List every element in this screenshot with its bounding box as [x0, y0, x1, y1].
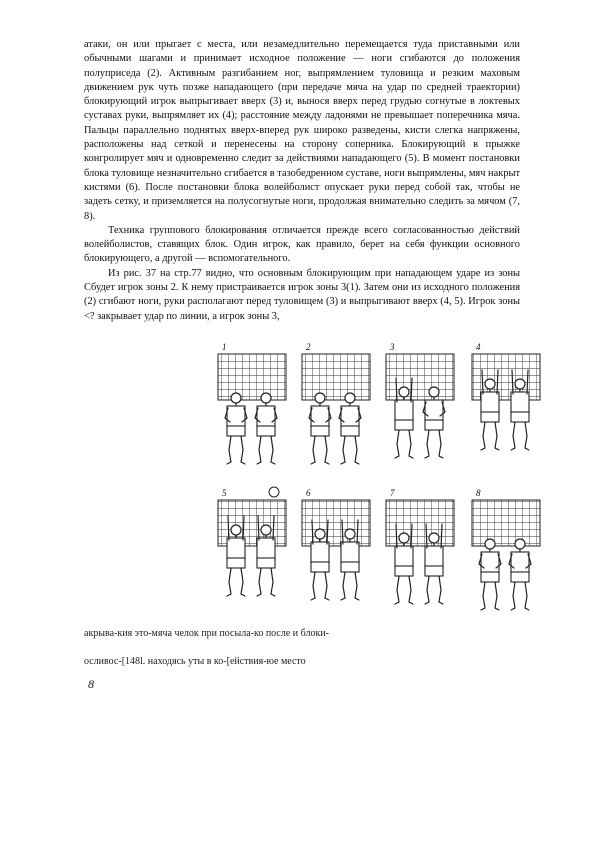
- body-text: [84, 38, 520, 324]
- figure-panel: [302, 342, 370, 464]
- paragraph-2: Техника группового блокирования отличается прежде всего согласованностью действий волейболистов, ставящих блок. Один игрок, как правило, берет на себя функции основного блокирующего, а другой — вспомогательного.: [84, 224, 520, 265]
- caption-line-2: осливос-[148l. находясь уты в ко-[ействия-юе место: [84, 656, 306, 667]
- player-figure: [225, 393, 247, 464]
- panel-number: 8: [476, 488, 481, 498]
- player-figure: [509, 539, 531, 610]
- ball-icon: [269, 487, 279, 497]
- player-figure: [255, 393, 277, 464]
- panel-number: 5: [222, 488, 227, 498]
- figure-panel: [218, 342, 286, 464]
- paragraph-1: атаки, он или прыгает с места, или незамедлительно перемещается туда приставными или обычными шагами и принимает исходное положение — ноги сгибаются до положения полуприседа (2). Активным разгибанием ног, выпрямлением туловища и резким маховым движением рук чуть позже нападающего (при передаче мяча на удар по средней траектории) блокирующий игрок выпрыгивает вверх (3) и, вынося вверх перед грудью согнутые в локтевых суставах руки, выпрямляет их (4); расстояние между ладонями не превышает поперечника мяча. Пальцы параллельно поднятых вверх-вперед рук широко разведены, кисти слегка напряжены, расположены над сеткой и перенесены на сторону соперника. Блокирующий в прыжке конгролирует мяч и одновременно следит за действиями нападающего (5). В момент постановки блока туловище незначительно сгибается в тазобедренном суставе, ноги выпрямлены, мяч накрыт кистями (6). После постановки блока волейболист опускает руки перед собой так, чтобы не задеть сетку, и приземляется на полусогнутые ноги, продолжая внимательно следить за мячом (7, 8).: [84, 39, 520, 222]
- panel-number: 4: [476, 342, 481, 352]
- figure-panel: [386, 488, 454, 604]
- figure-panel: [472, 488, 540, 610]
- net: [472, 500, 540, 546]
- blocking-figure: [200, 340, 552, 622]
- figure-panel: [386, 342, 454, 458]
- blocking-illustration: [200, 340, 552, 622]
- player-figure: [309, 393, 331, 464]
- panel-number: 1: [222, 342, 227, 352]
- caption-line-1: акрыва-кия это-мяча челок при посыла-ко после и блоки-: [84, 628, 330, 639]
- panel-number: 6: [306, 488, 311, 498]
- panel-number: 7: [390, 488, 395, 498]
- player-figure: [339, 393, 361, 464]
- figure-panel: [472, 342, 540, 450]
- player-figure: [479, 539, 501, 610]
- panel-number: 3: [390, 342, 395, 352]
- page-number: 8: [88, 677, 94, 691]
- figure-panel: [302, 488, 370, 600]
- figure-panel: [218, 487, 286, 596]
- paragraph-3: Из рис. 37 на стр.77 видно, что основным блокирующим при нападающем ударе из зоны Сбудет игрок зоны 2. К нему пристраивается игрок зоны 3(1). Затем они из исходного положения (2) сгибают ноги, руки располагают перед туловищем (3) и выпрыгивают вверх (4, 5). Игрок зоны <? закрывает удар по линии, а игрок зоны 3,: [84, 267, 520, 322]
- panel-number: 2: [306, 342, 311, 352]
- net: [302, 354, 370, 400]
- net: [218, 354, 286, 400]
